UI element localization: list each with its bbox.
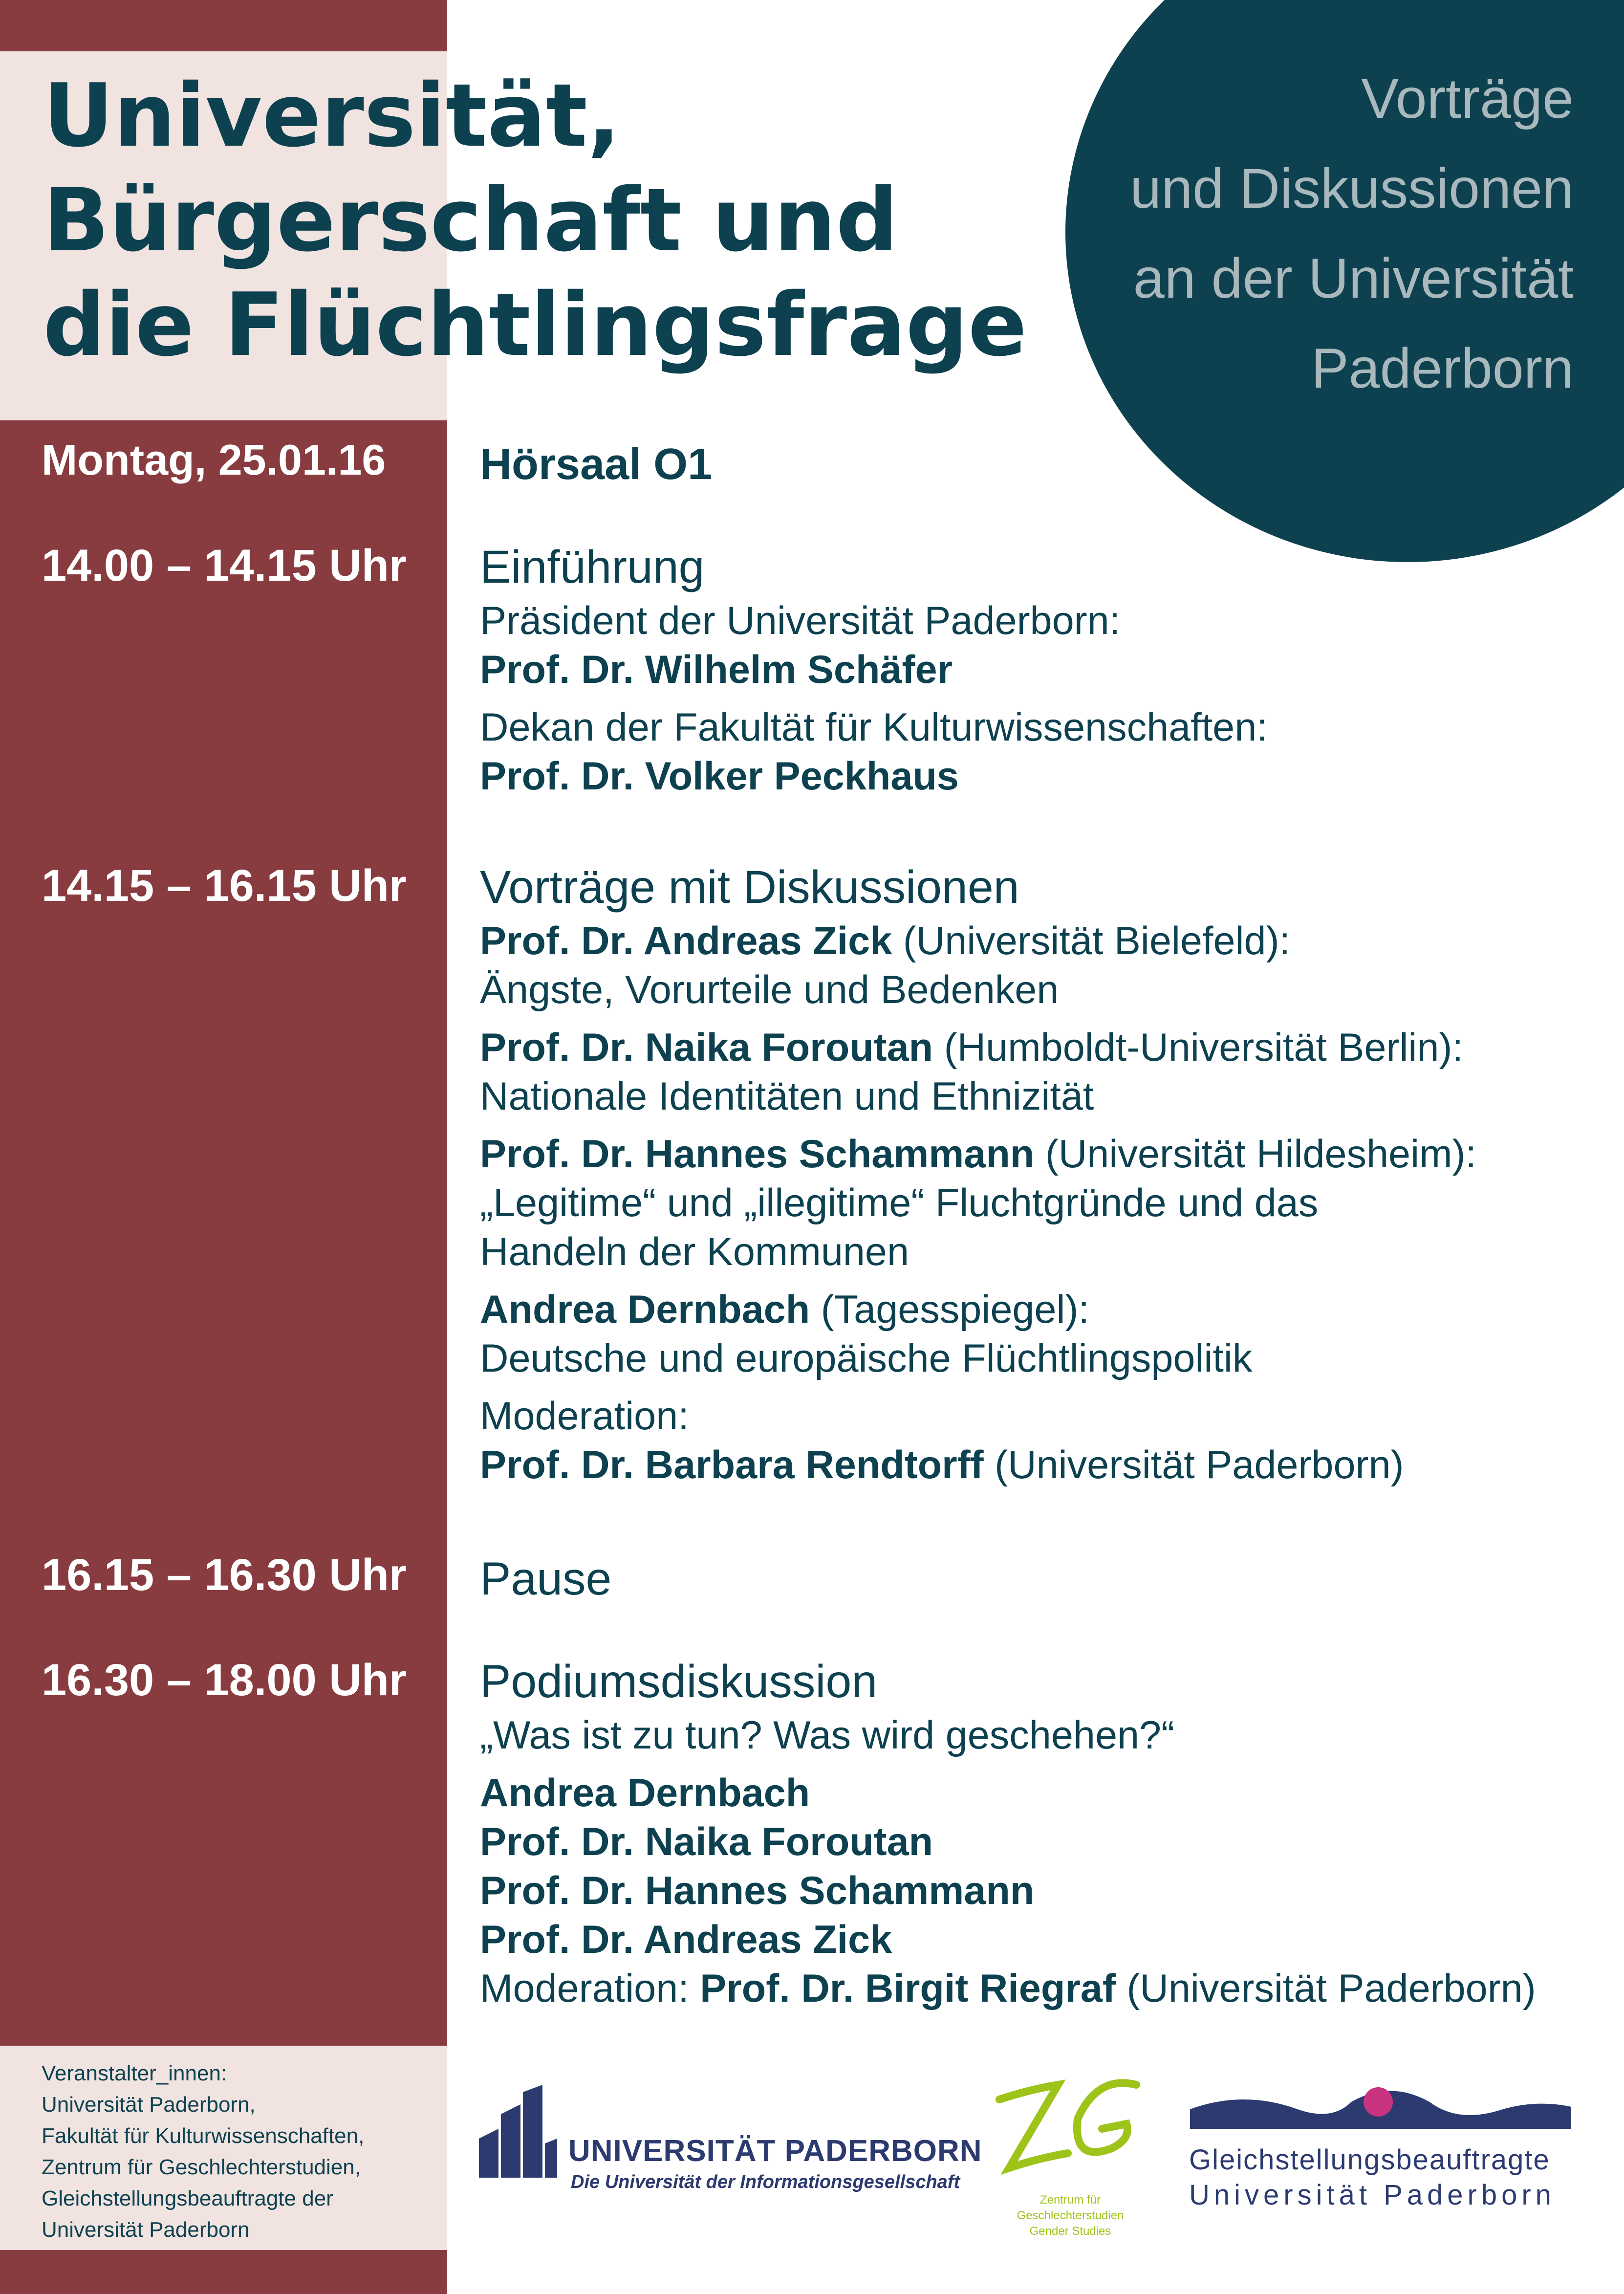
- panel-question: „Was ist zu tun? Was wird geschehen?“: [480, 1713, 1175, 1757]
- title-line: Universität,: [43, 65, 621, 166]
- organizer-line: Zentrum für Geschlechterstudien,: [42, 2155, 361, 2179]
- talk-title: Deutsche und europäische Flüchtlingspolitik: [480, 1336, 1253, 1380]
- title-line: die Flüchtlingsfrage: [43, 274, 1027, 375]
- zg-caption-line: Gender Studies: [1029, 2225, 1111, 2238]
- session-heading: Podiumsdiskussion: [480, 1656, 878, 1707]
- speaker-affiliation: (Universität Paderborn): [983, 1443, 1404, 1487]
- zg-mark-icon: [990, 2065, 1151, 2192]
- upb-building-icon: [479, 2085, 557, 2178]
- speaker-name: Prof. Dr. Birgit Riegraf: [700, 1966, 1116, 2010]
- session-time: 14.00 – 14.15 Uhr: [42, 541, 407, 590]
- speaker-name: Prof. Dr. Barbara Rendtorff: [480, 1443, 984, 1487]
- speaker-name: Andrea Dernbach: [480, 1288, 810, 1332]
- session-heading: Pause: [480, 1553, 612, 1605]
- organizer-line: Universität Paderborn,: [42, 2093, 256, 2117]
- gb-title: Gleichstellungsbeauftragte: [1189, 2144, 1550, 2176]
- talk-speaker: [480, 1130, 1584, 1179]
- panelist: Prof. Dr. Andreas Zick: [480, 1918, 892, 1962]
- session-time: 16.15 – 16.30 Uhr: [42, 1550, 407, 1600]
- talk-title: Nationale Identitäten und Ethnizität: [480, 1074, 1094, 1118]
- organizers-heading: Veranstalter_innen:: [42, 2061, 227, 2085]
- talk-speaker: [480, 1023, 1584, 1072]
- circle-line: Paderborn: [1311, 337, 1574, 400]
- speaker-name: Prof. Dr. Andreas Zick: [480, 919, 892, 963]
- panelist: Andrea Dernbach: [480, 1771, 810, 1815]
- speaker-role: Dekan der Fakultät für Kulturwissenschaften:: [480, 705, 1268, 749]
- session-time: 14.15 – 16.15 Uhr: [42, 861, 407, 911]
- session-talks: [480, 858, 1584, 1489]
- equality-officer-logo: [1185, 2080, 1586, 2227]
- organizers-text: [42, 2058, 442, 2246]
- upb-logo: [479, 2085, 982, 2217]
- speaker-affiliation: (Humboldt-Universität Berlin):: [933, 1026, 1463, 1070]
- organizer-line: Universität Paderborn: [42, 2218, 250, 2242]
- gb-university: Universität Paderborn: [1189, 2179, 1556, 2211]
- session-time: 16.30 – 18.00 Uhr: [42, 1655, 407, 1705]
- talk-title: Handeln der Kommunen: [480, 1230, 909, 1274]
- speaker-name: Prof. Dr. Hannes Schammann: [480, 1132, 1035, 1176]
- organizer-line: Fakultät für Kulturwissenschaften,: [42, 2124, 365, 2148]
- zg-caption: [990, 2192, 1151, 2239]
- zg-caption-line: Zentrum für: [1039, 2193, 1101, 2207]
- talk-speaker: [480, 917, 1584, 965]
- circle-line: Vorträge: [1361, 67, 1574, 130]
- speaker-affiliation: (Tagesspiegel):: [810, 1288, 1089, 1332]
- wave-icon: [1185, 2080, 1576, 2134]
- talk-title: „Legitime“ und „illegitime“ Fluchtgründe und das: [480, 1181, 1319, 1225]
- session-heading: Vorträge mit Diskussionen: [480, 861, 1019, 913]
- event-date: Montag, 25.01.16: [42, 436, 386, 484]
- event-room: Hörsaal O1: [480, 440, 713, 489]
- speaker-affiliation: (Universität Bielefeld):: [892, 919, 1291, 963]
- speaker-name: Prof. Dr. Wilhelm Schäfer: [480, 648, 953, 692]
- title-line: Bürgerschaft und: [43, 170, 898, 271]
- moderation-label: Moderation:: [480, 1966, 700, 2010]
- speaker-name: Prof. Dr. Volker Peckhaus: [480, 754, 959, 798]
- upb-tagline: Die Universität der Informationsgesellschaft: [571, 2172, 960, 2192]
- moderation-label: Moderation:: [480, 1394, 689, 1438]
- circle-subtitle: [1065, 54, 1574, 414]
- session-heading: Einführung: [480, 541, 705, 593]
- upb-name: UNIVERSITÄT PADERBORN: [568, 2134, 982, 2168]
- circle-line: und Diskussionen: [1130, 157, 1574, 220]
- session-panel: [480, 1652, 1584, 2013]
- panelist: Prof. Dr. Hannes Schammann: [480, 1869, 1035, 1913]
- talk-speaker: [480, 1285, 1584, 1334]
- speaker-role: Präsident der Universität Paderborn:: [480, 599, 1121, 643]
- circle-line: an der Universität: [1133, 247, 1574, 310]
- panelist: Prof. Dr. Naika Foroutan: [480, 1820, 933, 1864]
- speaker-affiliation: (Universität Paderborn): [1115, 1966, 1536, 2010]
- talk-title: Ängste, Vorurteile und Bedenken: [480, 968, 1059, 1012]
- moderator: [480, 1964, 1584, 2013]
- speaker-affiliation: (Universität Hildesheim):: [1034, 1132, 1477, 1176]
- organizer-line: Gleichstellungsbeauftragte der: [42, 2186, 333, 2210]
- zg-caption-line: Geschlechterstudien: [1017, 2209, 1124, 2222]
- session-introduction: [480, 538, 1584, 801]
- zg-logo: [990, 2065, 1151, 2241]
- poster-title: [43, 64, 1027, 377]
- speaker-name: Prof. Dr. Naika Foroutan: [480, 1026, 933, 1070]
- moderator: [480, 1441, 1584, 1489]
